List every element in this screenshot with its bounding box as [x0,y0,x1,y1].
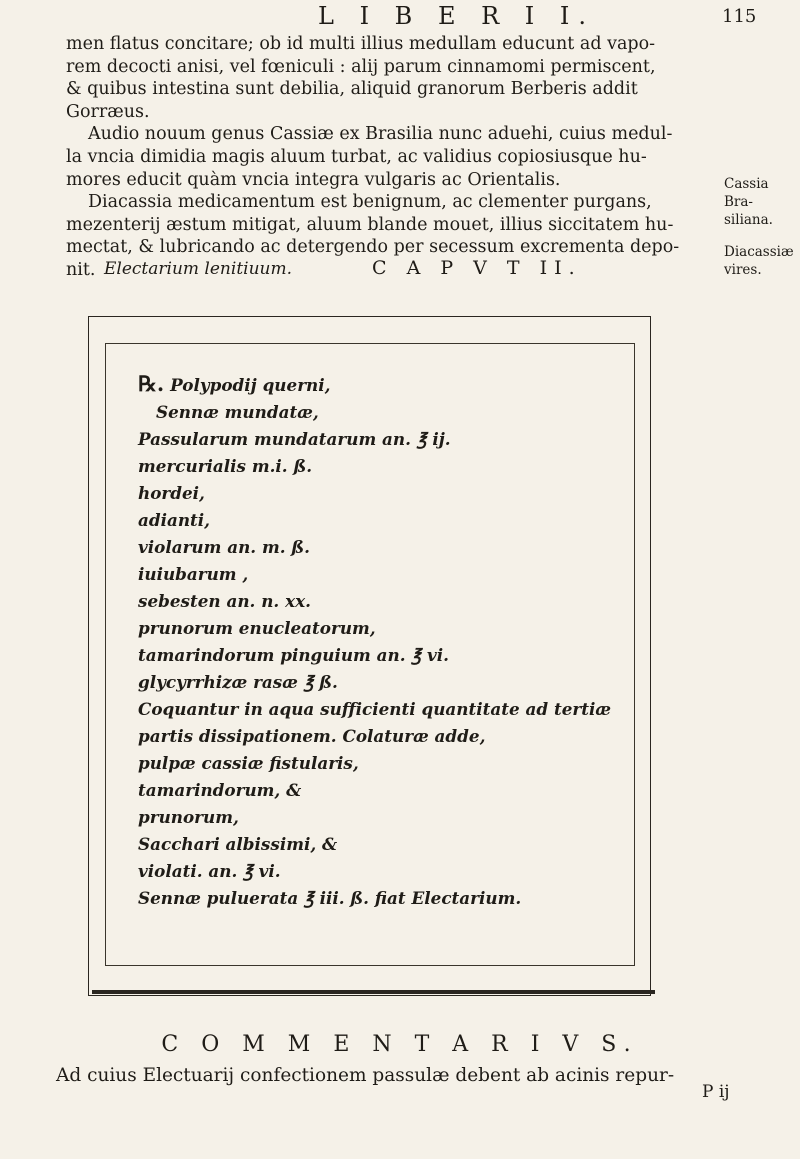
recipe-line: hordei, [138,483,205,503]
text-line: & quibus intestina sunt debilia, aliquid granorum Berberis addit [66,79,638,100]
margin-note-cassia: Cassia Bra- siliana. [724,176,773,228]
text-line: mezenterij æstum mitigat, aluum blande mouet, illius siccitatem hu- [66,214,674,235]
recipe-line: Coquantur in aqua sufficienti quantitate ad tertiæ [138,699,611,719]
text-line: mectat, & lubricando ac detergendo per secessum excrementa depo- [66,237,680,258]
recipe-line: Sennæ mundatæ, [156,402,319,422]
text-line: Diacassia medicamentum est benignum, ac clementer purgans, [88,192,652,213]
frame-rule [92,990,655,994]
recipe-line: tamarindorum pinguium an. ℥ vi. [138,645,449,665]
recipe-symbol: ℞. [138,371,165,396]
recipe-line: ℞. Polypodij querni, [138,371,331,396]
recipe-line: Passularum mundatarum an. ℥ ij. [138,429,451,449]
running-head [0,2,800,36]
text-line: la vncia dimidia magis aluum turbat, ac validius copiosiusque hu- [66,146,647,167]
section-label: Electarium lenitiuum. [104,259,293,279]
commentary-heading: C O M M E N T A R I V S. [161,1032,639,1057]
text-line: rem decocti anisi, vel fœniculi : alij parum cinnamomi permiscent, [66,56,656,77]
text-line: men flatus concitare; ob id multi illius medullam educunt ad vapo- [66,34,656,54]
page-number: 115 [722,6,757,27]
recipe-line: partis dissipationem. Colaturæ adde, [138,726,486,746]
recipe-block [138,370,638,912]
recipe-line: Sacchari albissimi, & [138,834,338,854]
recipe-line: pulpæ cassiæ fistularis, [138,753,359,773]
recipe-line: violati. an. ℥ vi. [138,861,281,881]
signature-mark: P ij [702,1082,730,1102]
recipe-line: prunorum enucleatorum, [138,618,376,638]
recipe-line: mercurialis m.i. ß. [138,456,313,476]
text-line: Gorræus. [66,101,150,122]
commentary-text: Ad cuius Electuarij confectionem passulæ debent ab acinis repur- [56,1065,675,1086]
text-line: mores educit quàm vncia integra vulgaris ac Orientalis. [66,169,561,190]
text-line: Audio nouum genus Cassiæ ex Brasilia nunc aduehi, cuius medul- [88,124,673,145]
paragraph-2 [66,123,706,191]
recipe-line: tamarindorum, & [138,780,302,800]
margin-note-diacassia: Diacassiæ vires. [724,244,794,278]
recipe-line: adianti, [138,510,211,530]
recipe-line: sebesten an. n. xx. [138,591,311,611]
recipe-line: violarum an. m. ß. [138,537,310,557]
book-title: L I B E R I I. [318,2,596,30]
paragraph-1 [66,33,706,123]
chapter-title: C A P V T II. [372,257,582,279]
recipe-line: iuiubarum , [138,564,249,584]
text-line: nit. [66,259,96,280]
body-text [66,33,706,282]
recipe-line: prunorum, [138,807,239,827]
section-heading [104,257,704,287]
recipe-line: glycyrrhizæ rasæ ℥ ß. [138,672,338,692]
recipe-line: Sennæ puluerata ℥ iii. ß. fiat Electarium. [138,888,522,908]
